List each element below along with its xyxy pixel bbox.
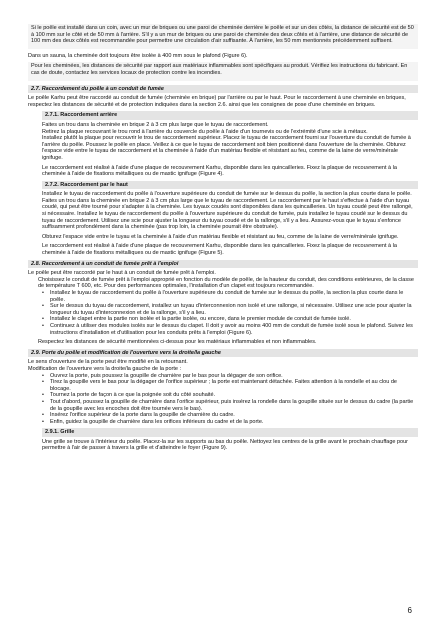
section-2-7-2-body <box>42 191 418 256</box>
page-number: 6 <box>407 606 412 615</box>
section-2-9-paragraph-1: Le sens d'ouverture de la porte peut être modifié en la retournant. <box>28 359 188 366</box>
top-paragraph-1: Installez le tuyau de raccordement du poêle à l'ouverture supérieure du conduit de fumée sur le dessus du poêle, la section la plus courte dans le poêle. <box>42 191 412 198</box>
section-2-9-1-text: Une grille se trouve à l'intérieur du poêle. Placez-la sur les supports au bas du poêle. Nettoyez les centres de la grille avant le prochain chauffage pour permettre à l'air de passer à travers la grille et d'atteindre le foyer (Figure 9). <box>42 438 408 452</box>
section-2-7-text: Le poêle Karhu peut être raccordé au conduit de fumée (cheminée en brique) par l'arrière ou par le haut. Pour le raccordement à une cheminée en briques, respectez les distances de sécurité et de protection indiquées dans la section 2.6. ainsi que les consignes de pose d'une cheminée en briques. <box>28 95 406 108</box>
rear-paragraph-3: Installez plutôt la plaque pour recouvrir le trou de raccordement supérieur. Placez le tuyau de raccordement fourni sur l'ouverture du conduit de fumée à l'arrière du poêle. Poussez le poêle en place. Veillez à ce que le tuyau de raccordement soit bien positionné dans l'ouverture de la cheminée. Obturez l'espace vide entre le tuyau de raccordement et la cheminée à l'aide d'un matériau flexible et résistant au feu, comme de la laine de verre/minérale ignifuge. <box>42 135 411 161</box>
list-item: • Tournez la porte de façon à ce que la poignée soit du côté souhaité. <box>42 392 418 399</box>
list-item: • Sur le dessus du tuyau de raccordement, installez un tuyau d'interconnexion non isolé et une rallonge, si nécessaire. Utilisez une scie pour ajuster la longueur du tuyau d'interconnexion et de la rallonge, s'il y a lieu. <box>42 303 418 316</box>
chimney-safety-paragraph: Pour les cheminées, les distances de sécurité par rapport aux matériaux inflammables sont spécifiques au produit. Vérifiez les instructions du fabricant. En cas de doute, contactez les services locaux de protection contre les incendies. <box>31 63 408 76</box>
list-item: • Insérez l'orifice supérieur de la porte dans la goupille de charnière du cadre. <box>42 412 418 419</box>
section-2-8-paragraph-1: Le poêle peut être raccordé par le haut à un conduit de fumée prêt à l'emploi. <box>28 270 216 277</box>
section-heading-2-8: 2.8. Raccordement à un conduit de fumée prêt à l'emploi <box>28 260 418 269</box>
list-item: • Tirez la goupille vers le bas pour la dégager de l'orifice supérieur ; la porte est maintenant détachée. Faites attention à la rondelle et au clou de blocage. <box>42 379 418 392</box>
section-2-7-1-body <box>42 122 418 178</box>
list-item: • Tout d'abord, poussez la goupille de charnière dans l'orifice supérieur, puis insérez la rondelle dans la goupille située sur le dessus du cadre (la partie de la goupille avec les encoches doit être tournée vers le bas). <box>42 399 418 412</box>
section-2-9-list <box>42 373 418 426</box>
list-item: • Ouvrez la porte, puis poussez la goupille de charnière par le bas pour la dégager de son orifice. <box>42 373 418 380</box>
section-heading-2-7-2: 2.7.2. Raccordement par le haut <box>42 181 418 190</box>
list-item: • Continuez à utiliser des modules isolés sur le dessus du clapet. Il doit y avoir au moins 400 mm de conduit de fumée isolé sous le plafond. Suivez les instructions d'installation et d'utilisation pour les conduits prêts à l'emploi (Figure 6). <box>42 323 418 336</box>
sauna-chimney-paragraph: Dans un sauna, la cheminée doit toujours être isolée à 400 mm sous le plafond (Figure 6). <box>28 52 248 59</box>
section-2-9-paragraph-2: Modification de l'ouverture vers la droite/la gauche de la porte : <box>28 365 181 372</box>
top-paragraph-3: Obturez l'espace vide entre le tuyau et la cheminée à l'aide d'un matériau flexible et résistant au feu, comme de la laine de verre/minérale ignifuge. <box>42 233 399 240</box>
top-paragraph-2: Faites un trou dans la cheminée en brique 2 à 3 cm plus large que le tuyau de raccordement. Le raccordement par le haut s'effectue à l'aide d'un tuyau coudé, qui peut être tourné pour s'adapter à la cheminée. Les tuyaux coudés sont disponibles dans les quincailleries. Un tuyau coudé peut être rallongé, si nécessaire. Installez le tuyau de raccordement du poêle à l'ouverture supérieure du conduit de fumée, puis installez le tuyau coudé sur le dessus du tuyau de raccordement. Utilisez une scie pour ajuster la longueur du tuyau coudé et de la rallonge, s'il y a lieu. Assurez-vous que le tuyau s'enfonce suffisamment profondément dans la cheminée (pas trop loin, la cheminée pourrait être obstruée). <box>42 197 413 231</box>
list-item: • Installez le tuyau de raccordement du poêle à l'ouverture supérieure du conduit de fumée sur le dessus du poêle, la section la plus courte dans le poêle. <box>42 290 418 303</box>
corner-install-paragraph: Si le poêle est installé dans un coin, avec un mur de briques ou une paroi de cheminée derrière le poêle et sur un des côtés, la distance de sécurité est de 50 à 100 mm sur le côté et de 50 mm à l'arrière. S'il y a un mur de briques ou une paroi de cheminée des deux côtés et à l'arrière, une distance de sécurité de 100 mm des deux côtés est recommandée pour permettre une circulation d'air suffisante. À l'arrière, les 50 mm mentionnés précédemment suffisent. <box>31 25 414 45</box>
section-heading-2-7-1: 2.7.1. Raccordement arrière <box>42 111 418 120</box>
section-heading-2-9-1: 2.9.1. Grille <box>42 428 418 437</box>
section-heading-2-9: 2.9. Porte du poêle et modification de l'ouverture vers la droite/la gauche <box>28 349 418 358</box>
chimney-note-block <box>28 62 418 80</box>
rear-paragraph-1: Faites un trou dans la cheminée en brique 2 à 3 cm plus large que le tuyau de raccordement. <box>42 121 269 128</box>
rear-paragraph-2: Retirez la plaque recouvrant le trou rond à l'arrière du couvercle du poêle à l'aide d'un tournevis ou de l'extrémité d'une scie à métaux. <box>42 128 368 135</box>
rear-paragraph-4: Le raccordement est réalisé à l'aide d'une plaque de recouvrement Karhu, disponible dans les quincailleries. Fixez la plaque de recouvrement à la cheminée à l'aide de fixations métalliques ou de mastic ignifuge (Figure 4). <box>42 164 397 178</box>
section-2-8-list <box>42 290 418 336</box>
section-heading-2-7: 2.7. Raccordement du poêle à un conduit de fumée <box>28 85 418 94</box>
list-item: • Installez le clapet entre la partie non isolée et la partie isolée, ou encore, dans le premier module de conduit de fumée isolé. <box>42 316 418 323</box>
safety-distance-block <box>28 24 418 49</box>
section-2-8-paragraph-2: Choisissez le conduit de fumée prêt à l'emploi approprié en fonction du modèle de poêle, de la hauteur du conduit, des conditions extérieures, de la classe de température T 600, etc. Pour des performances optimales, l'installation d'un clapet est toujours recommandée. <box>38 276 414 290</box>
section-2-8-paragraph-3: Respectez les distances de sécurité mentionnées ci-dessus pour les matériaux inflammables et non inflammables. <box>38 339 317 346</box>
list-item: • Enfin, guidez la goupille de charnière dans les orifices inférieurs du cadre et de la porte. <box>42 419 418 426</box>
top-paragraph-4: Le raccordement est réalisé à l'aide d'une plaque de recouvrement Karhu, disponible dans les quincailleries. Fixez la plaque de recouvrement à la cheminée à l'aide de fixations métalliques ou de mastic ignifuge (Figure 5). <box>42 243 397 257</box>
